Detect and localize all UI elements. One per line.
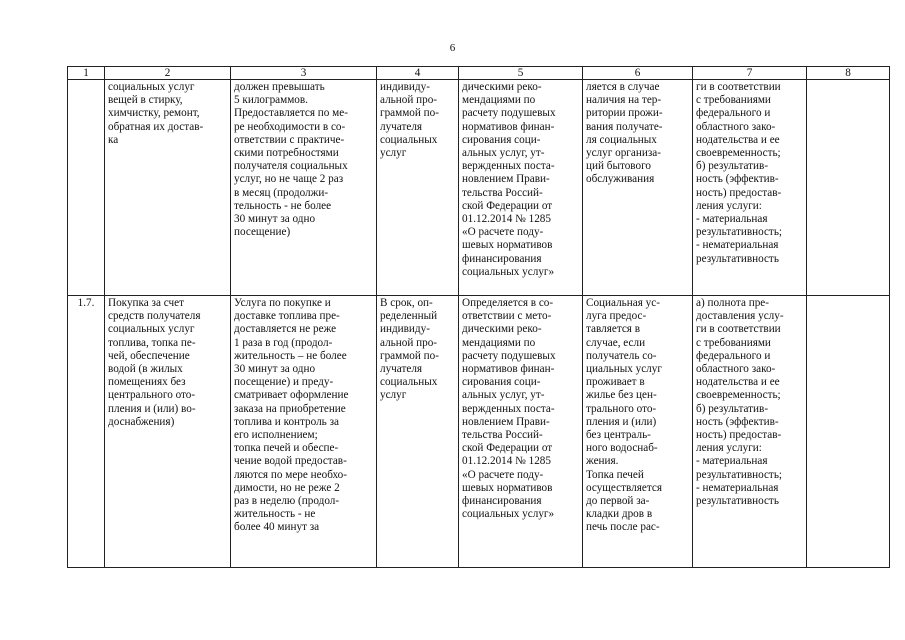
service-description: должен превышать 5 килограммов. Предоставляется по ме- ре необходимости в со- ответствии с практиче- скими потребностями получателя социальных услуг, но не чаще 2 раз в месяц (продолжи- тельность - не более 30 минут за одно посещение): [231, 80, 377, 296]
header-col-7: 7: [693, 67, 807, 80]
service-extra: [807, 296, 890, 568]
service-term: индивиду- альной про- граммой по- лучателя социальных услуг: [377, 80, 459, 296]
header-col-2: 2: [105, 67, 231, 80]
service-quality: а) полнота пре- доставления услу- ги в соответствии с требованиями федерального и областного зако- нодательства и ее своевременность; б) результатив- ность (эффектив- ность) предостав- ления услуги: - материальная результативность; - нематериальная результативность: [693, 296, 807, 568]
service-quality: ги в соответствии с требованиями федерального и областного зако- нодательства и ее своевременность; б) результатив- ность (эффектив- ность) предостав- ления услуги: - материальная результативность; - нематериальная результативность: [693, 80, 807, 296]
services-table: [67, 66, 890, 568]
service-conditions: ляется в случае наличия на тер- ритории прожи- вания получате- ля социальных услуг организа- ций бытового обслуживания: [583, 80, 693, 296]
service-extra: [807, 80, 890, 296]
header-col-4: 4: [377, 67, 459, 80]
table-header-row: [68, 67, 890, 80]
header-col-3: 3: [231, 67, 377, 80]
header-col-1: 1: [68, 67, 105, 80]
service-norms: Определяется в со- ответствии с мето- дическими реко- мендациями по расчету подушевых нормативов финан- сирования соци- альных услуг, ут- вержденных поста- новлением Прави- тельства Россий- ской Федерации от 01.12.2014 № 1285 «О расчете поду- шевых нормативов финансирования социальных услуг»: [459, 296, 583, 568]
header-col-8: 8: [807, 67, 890, 80]
service-conditions: Социальная ус- луга предос- тавляется в случае, если получатель со- циальных услуг проживает в жилье без цен- трального ото- пления и (или) без централь- ного водоснаб- жения. Топка печей осуществляется до первой за- кладки дров в печь после рас-: [583, 296, 693, 568]
table-row: [68, 296, 890, 568]
service-name: Покупка за счет средств получателя социальных услуг топлива, топка пе- чей, обеспечение водой (в жилых помещениях без центрального ото- пления и (или) во- доснабжения): [105, 296, 231, 568]
table-row: [68, 80, 890, 296]
header-col-5: 5: [459, 67, 583, 80]
header-col-6: 6: [583, 67, 693, 80]
row-number: 1.7.: [68, 296, 105, 568]
row-number: [68, 80, 105, 296]
service-description: Услуга по покупке и доставке топлива пре- доставляется не реже 1 раза в год (продол- жительность – не более 30 минут за одно посещение) и преду- сматривает оформление заказа на приобретение топлива и контроль за его исполнением; топка печей и обеспе- чение водой предостав- ляются по мере необхо- димости, но не реже 2 раз в неделю (продол- жительность - не более 40 минут за: [231, 296, 377, 568]
service-term: В срок, оп- ределенный индивиду- альной про- граммой по- лучателя социальных услуг: [377, 296, 459, 568]
service-name: социальных услуг вещей в стирку, химчистку, ремонт, обратная их достав- ка: [105, 80, 231, 296]
service-norms: дическими реко- мендациями по расчету подушевых нормативов финан- сирования соци- альных услуг, ут- вержденных поста- новлением Прави- тельства Россий- ской Федерации от 01.12.2014 № 1285 «О расчете поду- шевых нормативов финансирования социальных услуг»: [459, 80, 583, 296]
page-number: 6: [449, 42, 456, 54]
